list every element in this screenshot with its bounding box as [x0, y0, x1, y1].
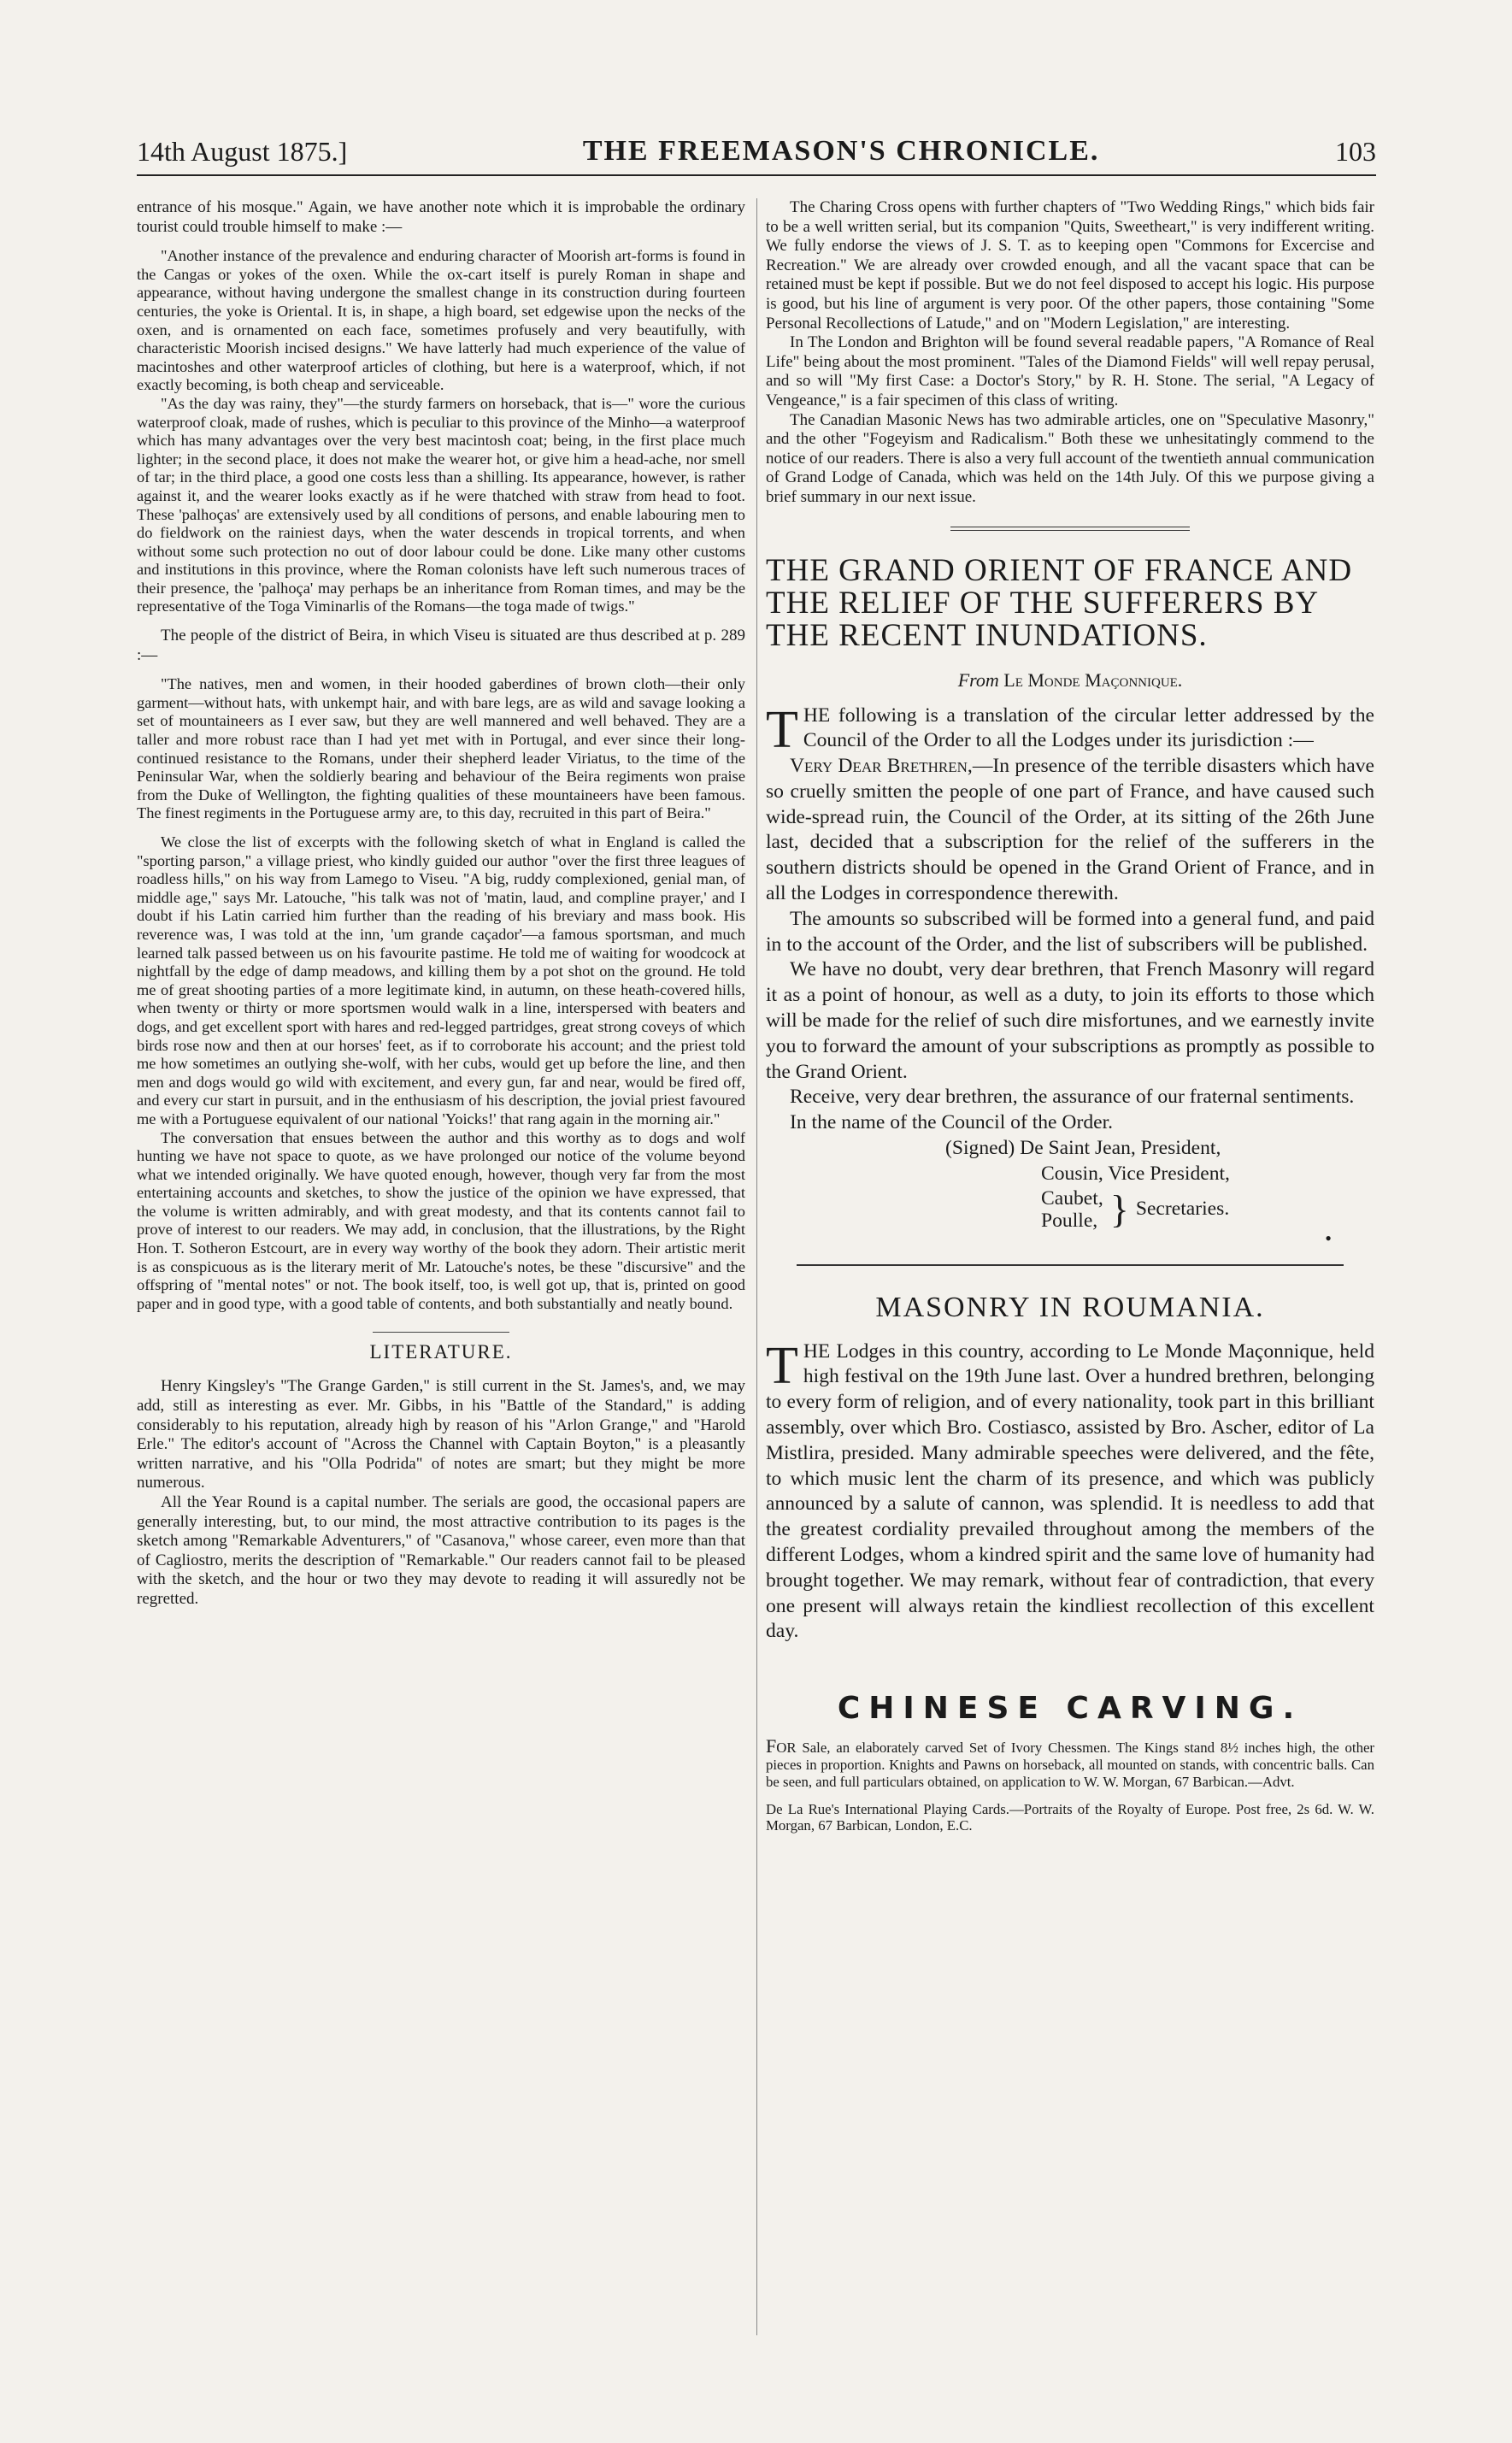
- column-rule: [756, 198, 757, 2335]
- advertisement: [766, 1735, 1374, 1790]
- paragraph: [766, 754, 1374, 907]
- paragraph: We have no doubt, very dear brethren, that French Masonry will regard it as a point of honour, as well as a duty, to join its efforts to those which will be made for the relief of such dire misfortunes, and we earnestly invite you to forward the amount of your subscriptions as promptly as possible to the Grand Orient.: [766, 958, 1374, 1083]
- signature-block: [766, 1136, 1374, 1249]
- paragraph: The conversation that ensues between the author and this worthy as to dogs and wolf hunting we have not space to quote, as we have prolonged our notice of the volume beyond what we intended originally. We have quoted enough, however, though very far from the most entertaining accounts and sketches, to show the justice of the opinion we have expressed, that the volume is written admirably, and with great modesty, and that its contents cannot fail to prove of interest to our readers. We may add, in conclusion, that the illustrations, by the Right Hon. T. Sotheron Estcourt, are in every way worthy of the book they adorn. Their artistic merit is as conspicuous as is the literary merit of Mr. Latouche's notes, be these "discursive" and the offspring of "mental notes" or not. The book itself, too, is well got up, that is, printed on good paper and in good type, with a good table of contents, and both substantially and neatly bound.: [137, 1128, 745, 1312]
- quoted-paragraph: "Another instance of the prevalence and enduring character of Moorish art-forms is found in the Cangas or yokes of the oxen. While the ox-cart itself is purely Roman in shape and appearance, without having undergone the smallest change in its construction during fourteen centuries, the yoke is Oriental. It is, in shape, a high board, set edgewise upon the necks of the oxen, and is ornamented on each face, sometimes profusely and very beautifully, with characteristic Moorish incised designs." We have latterly had much experience of the value of macintoshes and other waterproof articles of clothing, but here is a waterproof, which, if not exactly becoming, is both cheap and serviceable.: [137, 247, 745, 394]
- secretaries-label: Secretaries.: [1135, 1197, 1230, 1220]
- roumania-heading: MASONRY IN ROUMANIA.: [875, 1291, 1265, 1323]
- grand-orient-heading: [766, 552, 1374, 653]
- heading-line: THE GRAND ORIENT OF FRANCE AND: [766, 552, 1353, 588]
- paragraph: We close the list of excerpts with the following sketch of what in England is called the "sporting parson," a village priest, who kindly guided our author "over the first three leagues of roadless hills," on his way from Lamego to Viseu. "A big, ruddy complexioned, genial man, of middle age," says Mr. Latouche, "his talk was not of 'matin, laud, and compline prayer,' and I doubt if his Latin carried him further than the reading of his breviary and mass book. His reverence was, I was told at the inn, 'um grande caçador'—a famous sportsman, and much learned talk passed between us on his favourite pastime. He told me of waiting for woodcock at nightfall by the edge of damp meadows, and killing them by a pot shot on the ground. He told me of great shooting parties of a more legitimate kind, in autumn, on these heath-covered hills, when twenty or thirty or more sportsmen would walk in a line, interspersed with beaters and dogs, and get excellent sport with hares and red-legged partridges, great strong coveys of which birds rose now and then at our horses' feet, as if to corroborate his account; and the priest told me how sometimes an outlying she-wolf, with her cubs, would get up before the line, and then men and dogs would go wild with excitement, and every gun, far and near, would be fired off, and every cur start in pursuit, and in the enthusiasm of his description, the jovial priest favoured me with a Portuguese equivalent of our national 'Yoicks!' that rang again in the morning air.": [137, 833, 745, 1127]
- paragraph-text: —In presence of the terrible disasters which have so cruelly smitten the people of one part of France, and have caused such wide-spread ruin, the Council of the Order, at its sitting of the 26th June last, decided that a subscription for the relief of the sufferers in the southern districts should be opened in the Grand Orient of France, and in all the Lodges in correspondence therewith.: [766, 755, 1374, 905]
- paragraph: In the name of the Council of the Order.: [790, 1111, 1114, 1134]
- paragraph: The people of the district of Beira, in which Viseu is situated are thus described at p. 289 :—: [137, 627, 745, 664]
- paragraph: The Charing Cross opens with further chapters of "Two Wedding Rings," which bids fair to be a well written serial, but its companion "Quits, Sweetheart," is very indifferent writing. We fully endorse the views of J. S. T. as to keeping open "Commons for Excercise and Recreation." We are already over crowded enough, and all the vacant space that can be retained must be kept if possible. But we do not feel disposed to accept his logic. His purpose is good, but his line of argument is very poor. Of the other papers, those containing "Some Personal Recollections of Latude," and on "Modern Legislation," are interesting.: [766, 198, 1374, 333]
- section-rule: [373, 1332, 509, 1333]
- brace-glyph: }: [1109, 1186, 1129, 1231]
- source-prefix: From: [957, 668, 999, 691]
- running-head: [137, 137, 1376, 176]
- paragraph: The amounts so subscribed will be formed into a general fund, and paid in to the account of the Order, and the list of subscribers will be published.: [766, 907, 1374, 956]
- secretary-name: Poulle,: [1041, 1209, 1098, 1232]
- drop-cap: T: [766, 1336, 798, 1395]
- paragraph: Henry Kingsley's "The Grange Garden," is still current in the St. James's, and, we may add, still as interesting as ever. Mr. Gibbs, in his "Battle of the Standard," is adding considerably to his reputation, already high by reason of his "Arlon Grange," and "Harold Erle." The editor's account of "Across the Channel with Captain Boyton," is a pleasantly written narrative, and his "Olla Podrida" of notes are smart; but they might be more numerous.: [137, 1377, 745, 1492]
- source-name: Le Monde Maçonnique.: [1003, 668, 1183, 691]
- paragraph: entrance of his mosque." Again, we have another note which it is improbable the ordinary tourist could trouble himself to make :—: [137, 198, 745, 236]
- right-column: [766, 198, 1374, 2387]
- signature-vice-president: Cousin, Vice President,: [1041, 1162, 1230, 1185]
- chinese-carving-heading: CHINESE CARVING.: [837, 1691, 1303, 1727]
- signature-president: (Signed) De Saint Jean, President,: [945, 1137, 1221, 1160]
- heading-line: THE RECENT INUNDATIONS.: [766, 617, 1208, 653]
- advertisement-text: OR Sale, an elaborately carved Set of Ivory Chessmen. The Kings stand 8½ inches high, the other pieces in proportion. Knights and Pawns on horseback, all mounted on stands, with concentric balls. Can be seen, and full particulars obtained, on application to W. W. Morgan, 67 Barbican.—Advt.: [766, 1740, 1374, 1790]
- paragraph-text: HE following is a translation of the circular letter addressed by the Council of the Order to all the Lodges under its jurisdiction :—: [803, 703, 1374, 752]
- section-double-rule: [950, 527, 1190, 531]
- salutation: Very Dear Brethren,: [790, 755, 973, 778]
- quoted-paragraph: "As the day was rainy, they"—the sturdy farmers on horseback, that is—" wore the curious waterproof cloak, made of rushes, which is peculiar to this province of the Minho—a waterproof which has many advantages over the very best macintosh coat; being, in the first place much lighter; in the second place, it does not make the wearer hot, or give him a head-ache, nor smell of tar; in the third place, a good one costs less than a shilling. Its appearance, however, is rather against it, and the wearer looks exactly as if he were thatched with straw from head to foot. These 'palhoças' are extensively used by all conditions of persons, and enable labouring men to do fieldwork on the rainiest days, when the water descends in tropical torrents, and when without some such protection no out of door labour could be done. Like many other customs and institutions in this province, where the Roman colonists have left such numerous traces of their presence, the 'palhoça' may perhaps be an inheritance from Roman times, and may be the representative of the Toga Viminarlis of the Romans—the toga made of twigs.": [137, 394, 745, 615]
- issue-date: 14th August 1875.]: [137, 136, 348, 167]
- paragraph: All the Year Round is a capital number. The serials are good, the occasional papers are generally interesting, but, to our mind, the most attractive contribution to its pages is the sketch among "Remarkable Adventurers," of "Casanova," whose career, even more than that of Cagliostro, merits the description of "Remarkable." Our readers cannot fail to be pleased with the sketch, and the hour or two they may devote to reading it will assuredly not be regretted.: [137, 1493, 745, 1608]
- literature-heading: LITERATURE.: [369, 1341, 513, 1363]
- lead-letter: F: [766, 1735, 777, 1757]
- paragraph: Receive, very dear brethren, the assurance of our fraternal sentiments.: [790, 1086, 1355, 1109]
- paragraph-text: HE Lodges in this country, according to Le Monde Maçonnique, held high festival on the 19th June last. Over a hundred brethren, belonging to every form of religion, and of every nationality, took part in this brilliant assembly, over which Bro. Costiasco, assisted by Bro. Ascher, editor of La Mistlira, presided. Many admirable speeches were delivered, and the fête, to which music lent the charm of its presence, and which was publicly announced by a salute of cannon, was splendid. It is needless to add that the greatest cordiality prevailed throughout among the members of the different Lodges, whom a kindred spirit and the same love of humanity had brought together. We may remark, without fear of contradiction, that every one present will always retain the kindliest recollection of this excellent day.: [766, 1339, 1374, 1643]
- article-source: [766, 669, 1374, 692]
- quoted-paragraph: "The natives, men and women, in their hooded gaberdines of brown cloth—their only garment—without hats, with unkempt hair, and with bare legs, are as wild and savage looking a set of mountaineers as I ever saw, but they are well mannered and well behaved. They are a taller and more robust race than I had yet met with in Portugal, and ever since their long-continued resistance to the Romans, under their shepherd leader Viriatus, to the time of the Peninsular War, when the soldierly bearing and behaviour of the Beira regiments won praise from the Duke of Wellington, the fighting qualities of these mountaineers have been famous. The finest regiments in the Portuguese army are, to this day, recruited in this part of Beira.": [137, 675, 745, 822]
- signature-secretaries: [766, 1187, 1374, 1232]
- heading-line: THE RELIEF OF THE SUFFERERS BY: [766, 585, 1320, 621]
- paragraph: In The London and Brighton will be found several readable papers, "A Romance of Real Life" being about the most prominent. "Tales of the Diamond Fields" will well repay perusal, and so will "My first Case: a Doctor's Story," by R. H. Stone. The serial, "A Legacy of Vengeance," is a fair specimen of this class of writing.: [766, 333, 1374, 409]
- bullet-dot: •: [1325, 1227, 1332, 1249]
- paragraph: [766, 700, 1374, 759]
- page-number: 103: [1334, 136, 1376, 167]
- drop-cap: T: [766, 700, 798, 759]
- publication-title: THE FREEMASON'S CHRONICLE.: [582, 135, 1100, 167]
- left-column: [137, 198, 745, 2387]
- paragraph: [766, 1336, 1374, 1645]
- secretary-name: Caubet,: [1041, 1186, 1103, 1210]
- advertisement: De La Rue's International Playing Cards.—Portraits of the Royalty of Europe. Post free, 2s 6d. W. W. Morgan, 67 Barbican, London, E.C.: [766, 1800, 1374, 1834]
- paragraph: The Canadian Masonic News has two admirable articles, one on "Speculative Masonry," and the other "Fogeyism and Radicalism." Both these we unhesitatingly commend to the notice of our readers. There is also a very full account of the twentieth annual communication of Grand Lodge of Canada, which was held on the 14th July. Of this we purpose giving a brief summary in our next issue.: [766, 410, 1374, 506]
